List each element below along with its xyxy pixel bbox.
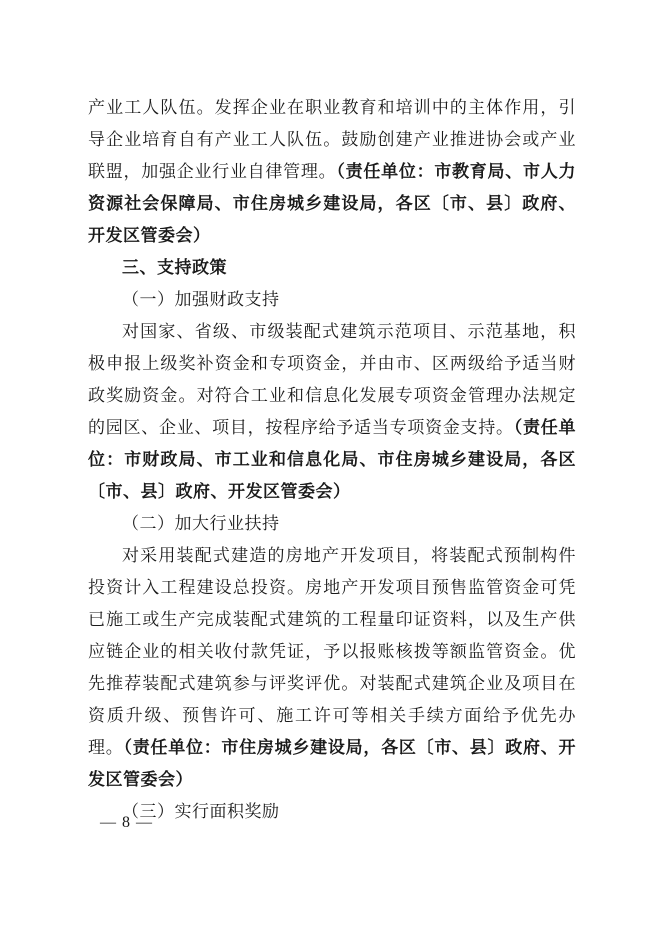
- paragraph-industry-support: [88, 540, 576, 796]
- responsible-units-industry-support: （责任单位：市住房城乡建设局，各区〔市、县〕政府、开发区管委会）: [88, 738, 577, 790]
- paragraph-industry-support-text: 对采用装配式建造的房地产开发项目，将装配式预制构件投资计入工程建设总投资。房地产开发项目预售监管资金可凭已施工或生产完成装配式建筑的工程量印证资料，以及生产供应链企业的相关收付款凭证，予以报账核拨等额监管资金。优先推荐装配式建筑参与评奖评优。对装配式建筑企业及项目在资质升级、预售许可、施工许可等相关手续方面给予优先办理。: [88, 546, 576, 758]
- page-number: — 8 —: [100, 814, 153, 831]
- responsible-units-fiscal-support: （责任单位：市财政局、市工业和信息化局、市住房城乡建设局，各区〔市、县〕政府、开发区管委会）: [88, 418, 577, 502]
- document-body: [88, 92, 576, 828]
- section-heading-support-policies: 三、支持政策: [122, 258, 227, 278]
- paragraph-workforce-text: 产业工人队伍。发挥企业在职业教育和培训中的主体作用，引导企业培育自有产业工人队伍。鼓励创建产业推进协会或产业联盟，加强企业行业自律管理。: [88, 98, 576, 182]
- subsection-heading-industry-support: （二）加大行业扶持: [122, 514, 280, 534]
- paragraph-fiscal-support-text: 对国家、省级、市级装配式建筑示范项目、示范基地，积极申报上级奖补资金和专项资金，并由市、区两级给予适当财政奖励资金。对符合工业和信息化发展专项资金管理办法规定的园区、企业、项目，按程序给予适当专项资金支持。: [88, 322, 576, 438]
- paragraph-workforce: [88, 92, 576, 252]
- subsection-heading-area-reward: （三）实行面积奖励: [122, 802, 280, 822]
- paragraph-fiscal-support: [88, 316, 576, 508]
- responsible-units-workforce: （责任单位：市教育局、市人力资源社会保障局、市住房城乡建设局，各区〔市、县〕政府、开发区管委会）: [88, 162, 577, 246]
- subsection-heading-fiscal-support: （一）加强财政支持: [122, 290, 280, 310]
